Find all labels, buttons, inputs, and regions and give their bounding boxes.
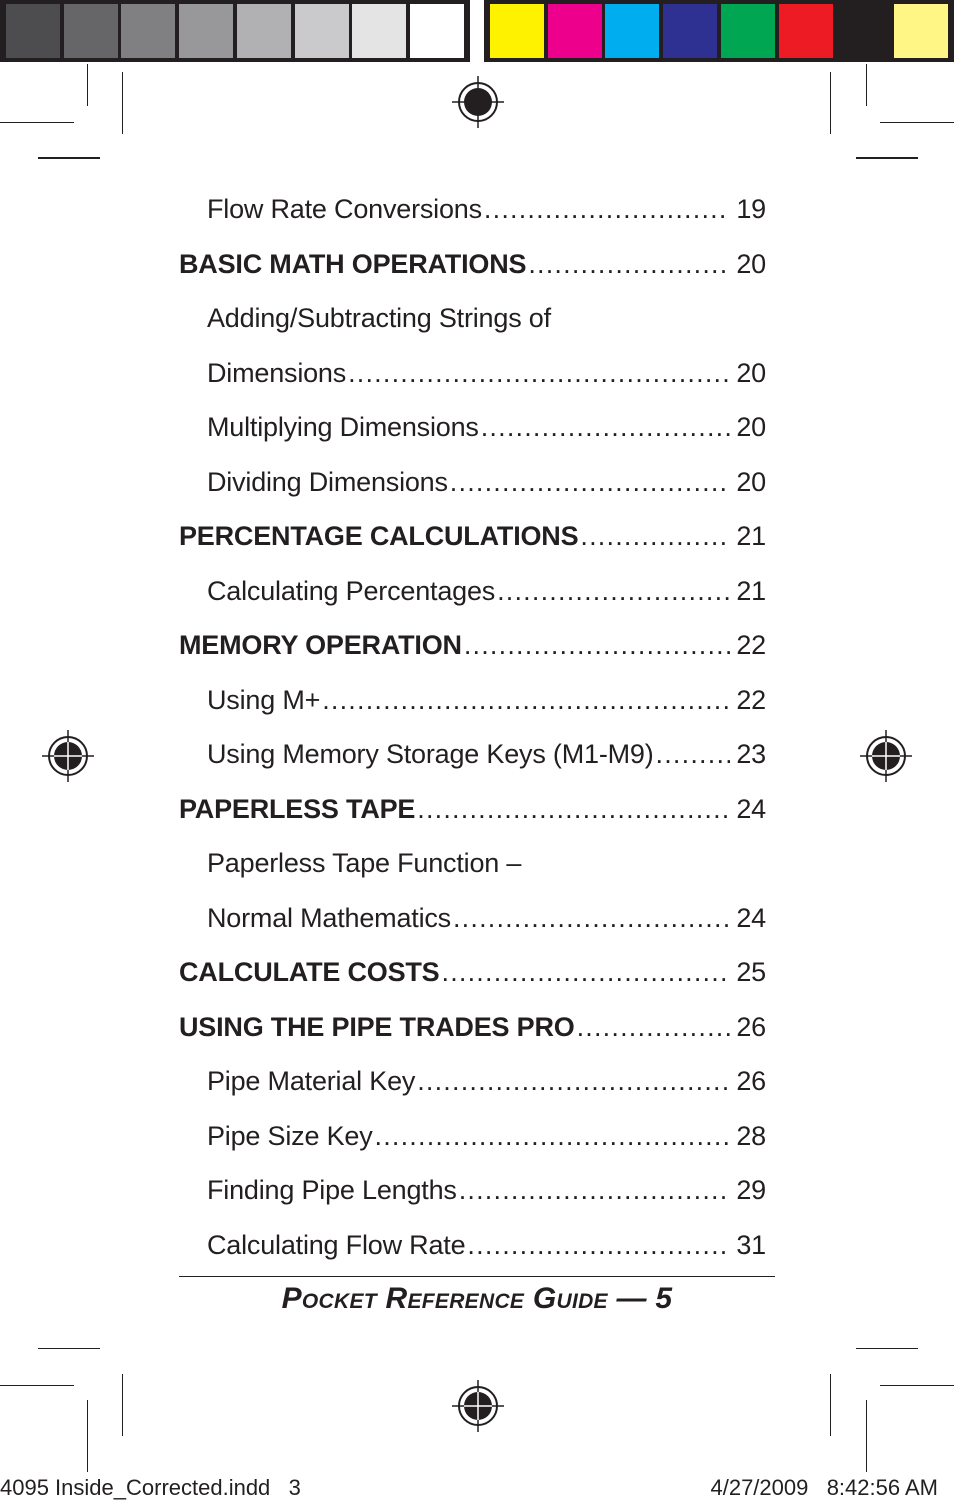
toc-entry [179, 1163, 766, 1218]
color-swatch [548, 4, 602, 58]
toc-entry-title: Dividing Dimensions [207, 466, 448, 497]
gray-swatch [121, 4, 175, 58]
crop-mark [856, 1348, 918, 1349]
toc-entry-title: Using M+ [207, 684, 321, 715]
toc-entry [179, 1218, 766, 1273]
gray-swatch [410, 4, 464, 58]
toc-entry-title: Calculating Percentages [207, 575, 496, 606]
toc-page-number: 20 [736, 412, 766, 442]
gray-swatch [237, 4, 291, 58]
toc-page-number: 22 [736, 684, 766, 715]
toc-page-number: 23 [736, 739, 766, 769]
toc-entry-title: MEMORY OPERATION [179, 630, 462, 660]
toc-entry [179, 291, 766, 346]
toc-page-number: 20 [736, 248, 766, 279]
toc-leader-dots [464, 618, 731, 673]
toc-entry [179, 182, 766, 237]
crop-mark [87, 1400, 88, 1472]
toc-leader-dots [467, 1218, 730, 1273]
toc-entry [179, 945, 766, 1000]
toc-leader-dots [528, 237, 730, 292]
color-swatch [894, 4, 948, 58]
toc-leader-dots [417, 1054, 730, 1109]
toc-entry-title: Finding Pipe Lengths [207, 1175, 457, 1205]
toc-page-number: 25 [736, 957, 766, 987]
registration-mark-icon [452, 1380, 504, 1432]
toc-page-number: 26 [736, 1066, 766, 1096]
toc-page-number: 31 [736, 1229, 766, 1260]
toc-entry [179, 509, 766, 564]
toc-leader-dots [442, 945, 731, 1000]
toc-page-number: 19 [736, 194, 766, 224]
toc-leader-dots [484, 182, 730, 237]
toc-entry-title: Normal Mathematics [207, 902, 451, 933]
crop-mark [38, 157, 100, 159]
toc-page-number: 24 [736, 793, 766, 824]
gray-swatch [352, 4, 406, 58]
toc-entry [179, 564, 766, 619]
toc-entry [179, 673, 766, 728]
toc-entry-title: BASIC MATH OPERATIONS [179, 248, 527, 279]
toc-entry [179, 237, 766, 292]
toc-page-number: 21 [736, 521, 766, 551]
toc-leader-dots [348, 346, 730, 401]
toc-entry-title: Dimensions [207, 357, 347, 388]
toc-page-number: 26 [736, 1011, 766, 1042]
toc-entry-title: Calculating Flow Rate [207, 1229, 466, 1260]
registration-mark-icon [452, 76, 504, 128]
crop-mark [856, 157, 918, 159]
toc-entry-title: Using Memory Storage Keys (M1-M9) [207, 739, 654, 769]
crop-mark [87, 64, 88, 106]
crop-mark [122, 1374, 123, 1436]
crop-mark [866, 1400, 867, 1472]
toc-page-number: 21 [736, 575, 766, 606]
toc-entry-title: Paperless Tape Function – [207, 848, 522, 878]
toc-leader-dots [450, 455, 731, 510]
crop-mark [880, 122, 954, 123]
toc-leader-dots [481, 400, 731, 455]
gray-swatch [295, 4, 349, 58]
toc-leader-dots [656, 727, 731, 782]
toc-entry [179, 1109, 766, 1164]
gray-swatch [64, 4, 118, 58]
toc-entry-title: PERCENTAGE CALCULATIONS [179, 521, 579, 551]
crop-mark [0, 122, 74, 123]
toc-entry-title: Adding/Subtracting Strings of [207, 303, 551, 333]
gray-swatch [6, 4, 60, 58]
registration-mark-icon [860, 730, 912, 782]
toc-page-number: 28 [736, 1120, 766, 1151]
toc-leader-dots [375, 1109, 731, 1164]
toc-leader-dots [459, 1163, 731, 1218]
toc-entry [179, 618, 766, 673]
toc-entry [179, 400, 766, 455]
crop-mark [880, 1385, 954, 1386]
toc-entry [179, 1054, 766, 1109]
toc-page-number: 29 [736, 1175, 766, 1205]
toc-entry-title: USING THE PIPE TRADES PRO [179, 1011, 575, 1042]
toc-page-number: 24 [736, 902, 766, 933]
crop-mark [122, 72, 123, 134]
toc-page-number: 22 [736, 630, 766, 660]
toc-entry-title: Multiplying Dimensions [207, 412, 479, 442]
color-swatch [605, 4, 659, 58]
color-swatch [721, 4, 775, 58]
toc-leader-dots [417, 782, 730, 837]
color-swatch [779, 4, 833, 58]
table-of-contents [179, 182, 766, 1272]
page-footer: Pocket Reference Guide — 5 [281, 1282, 673, 1315]
color-swatch [663, 4, 717, 58]
toc-entry [179, 782, 766, 837]
toc-leader-dots [453, 891, 730, 946]
toc-entry [179, 836, 766, 891]
toc-entry-title: Pipe Size Key [207, 1120, 373, 1151]
toc-leader-dots [497, 564, 730, 619]
toc-page-number: 20 [736, 466, 766, 497]
crop-mark [0, 1385, 74, 1386]
slug-timestamp: 4/27/2009 8:42:56 AM [710, 1475, 938, 1500]
footer-rule [179, 1276, 775, 1277]
toc-leader-dots [580, 509, 730, 564]
color-swatch [490, 4, 544, 58]
registration-mark-icon [42, 730, 94, 782]
slug-file-name: 4095 Inside_Corrected.indd 3 [0, 1475, 301, 1500]
toc-leader-dots [577, 1000, 731, 1055]
toc-entry-title: CALCULATE COSTS [179, 957, 440, 987]
toc-entry [179, 727, 766, 782]
toc-entry [179, 455, 766, 510]
toc-entry [179, 346, 766, 401]
crop-mark [38, 1348, 100, 1349]
toc-entry-title: Flow Rate Conversions [207, 194, 482, 224]
toc-entry [179, 891, 766, 946]
color-swatch [836, 4, 890, 58]
toc-leader-dots [322, 673, 730, 728]
toc-entry-title: Pipe Material Key [207, 1066, 416, 1096]
toc-entry-title: PAPERLESS TAPE [179, 793, 416, 824]
crop-mark [830, 72, 831, 134]
crop-mark [830, 1374, 831, 1436]
gray-swatch [179, 4, 233, 58]
toc-entry [179, 1000, 766, 1055]
toc-page-number: 20 [736, 357, 766, 388]
crop-mark [866, 64, 867, 106]
